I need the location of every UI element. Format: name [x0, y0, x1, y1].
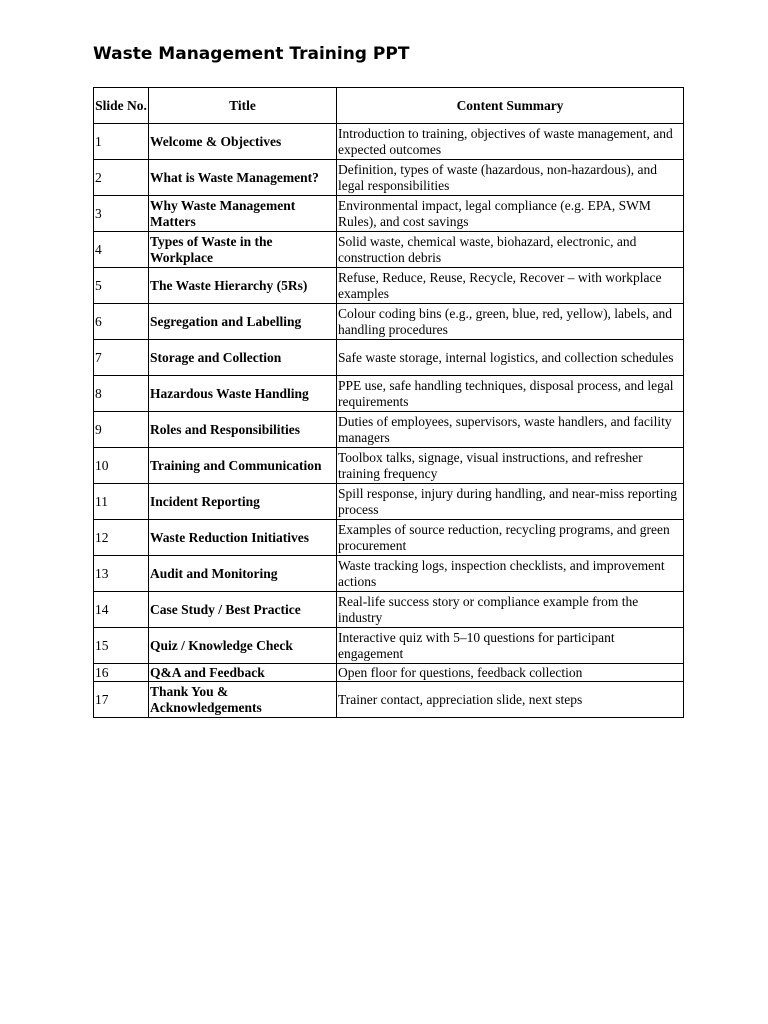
slide-summary: Duties of employees, supervisors, waste handlers, and facility managers [337, 412, 684, 448]
slide-number: 17 [94, 682, 149, 718]
slides-table [93, 87, 684, 718]
table-row [94, 232, 684, 268]
slide-summary: Toolbox talks, signage, visual instructions, and refresher training frequency [337, 448, 684, 484]
slide-title: Training and Communication [149, 448, 337, 484]
table-row [94, 664, 684, 682]
header-content-summary: Content Summary [337, 88, 684, 124]
slide-title: Welcome & Objectives [149, 124, 337, 160]
table-row [94, 124, 684, 160]
slide-number: 8 [94, 376, 149, 412]
page-title: Waste Management Training PPT [93, 44, 410, 64]
slide-summary: Real-life success story or compliance example from the industry [337, 592, 684, 628]
slide-summary: Refuse, Reduce, Reuse, Recycle, Recover – with workplace examples [337, 268, 684, 304]
slide-summary: Definition, types of waste (hazardous, non-hazardous), and legal responsibilities [337, 160, 684, 196]
slide-title: Case Study / Best Practice [149, 592, 337, 628]
slide-summary: Solid waste, chemical waste, biohazard, electronic, and construction debris [337, 232, 684, 268]
slide-number: 2 [94, 160, 149, 196]
slide-summary: Introduction to training, objectives of waste management, and expected outcomes [337, 124, 684, 160]
slide-summary: Trainer contact, appreciation slide, next steps [337, 682, 684, 718]
slide-number: 5 [94, 268, 149, 304]
slide-title: Quiz / Knowledge Check [149, 628, 337, 664]
table-row [94, 376, 684, 412]
table-header-row [94, 88, 684, 124]
table-row [94, 556, 684, 592]
slide-number: 15 [94, 628, 149, 664]
slide-title: Audit and Monitoring [149, 556, 337, 592]
table-row [94, 412, 684, 448]
slide-title: Why Waste Management Matters [149, 196, 337, 232]
slide-number: 3 [94, 196, 149, 232]
slide-title: Waste Reduction Initiatives [149, 520, 337, 556]
slide-summary: Spill response, injury during handling, and near-miss reporting process [337, 484, 684, 520]
header-slide-no: Slide No. [94, 88, 149, 124]
table-row [94, 592, 684, 628]
table-row [94, 304, 684, 340]
table-row [94, 196, 684, 232]
table-row [94, 340, 684, 376]
table-row [94, 484, 684, 520]
slide-number: 16 [94, 664, 149, 682]
slide-number: 11 [94, 484, 149, 520]
slide-summary: Colour coding bins (e.g., green, blue, red, yellow), labels, and handling procedures [337, 304, 684, 340]
header-title: Title [149, 88, 337, 124]
slide-title: Hazardous Waste Handling [149, 376, 337, 412]
table-row [94, 682, 684, 718]
slide-summary: Environmental impact, legal compliance (e.g. EPA, SWM Rules), and cost savings [337, 196, 684, 232]
slide-title: What is Waste Management? [149, 160, 337, 196]
slide-title: Thank You & Acknowledgements [149, 682, 337, 718]
slide-number: 13 [94, 556, 149, 592]
slide-number: 4 [94, 232, 149, 268]
slide-number: 6 [94, 304, 149, 340]
slide-title: Roles and Responsibilities [149, 412, 337, 448]
table-row [94, 628, 684, 664]
slide-number: 10 [94, 448, 149, 484]
slide-number: 9 [94, 412, 149, 448]
slide-number: 14 [94, 592, 149, 628]
slide-number: 12 [94, 520, 149, 556]
slide-summary: Interactive quiz with 5–10 questions for participant engagement [337, 628, 684, 664]
table-row [94, 160, 684, 196]
slide-title: Storage and Collection [149, 340, 337, 376]
slide-title: Incident Reporting [149, 484, 337, 520]
slide-title: The Waste Hierarchy (5Rs) [149, 268, 337, 304]
table-row [94, 448, 684, 484]
slide-summary: Open floor for questions, feedback collection [337, 664, 684, 682]
slide-title: Segregation and Labelling [149, 304, 337, 340]
slide-number: 1 [94, 124, 149, 160]
slide-title: Types of Waste in the Workplace [149, 232, 337, 268]
slide-number: 7 [94, 340, 149, 376]
slide-summary: PPE use, safe handling techniques, disposal process, and legal requirements [337, 376, 684, 412]
table-row [94, 520, 684, 556]
slide-summary: Examples of source reduction, recycling programs, and green procurement [337, 520, 684, 556]
slide-summary: Safe waste storage, internal logistics, and collection schedules [337, 340, 684, 376]
slide-title: Q&A and Feedback [149, 664, 337, 682]
slide-summary: Waste tracking logs, inspection checklists, and improvement actions [337, 556, 684, 592]
table-row [94, 268, 684, 304]
